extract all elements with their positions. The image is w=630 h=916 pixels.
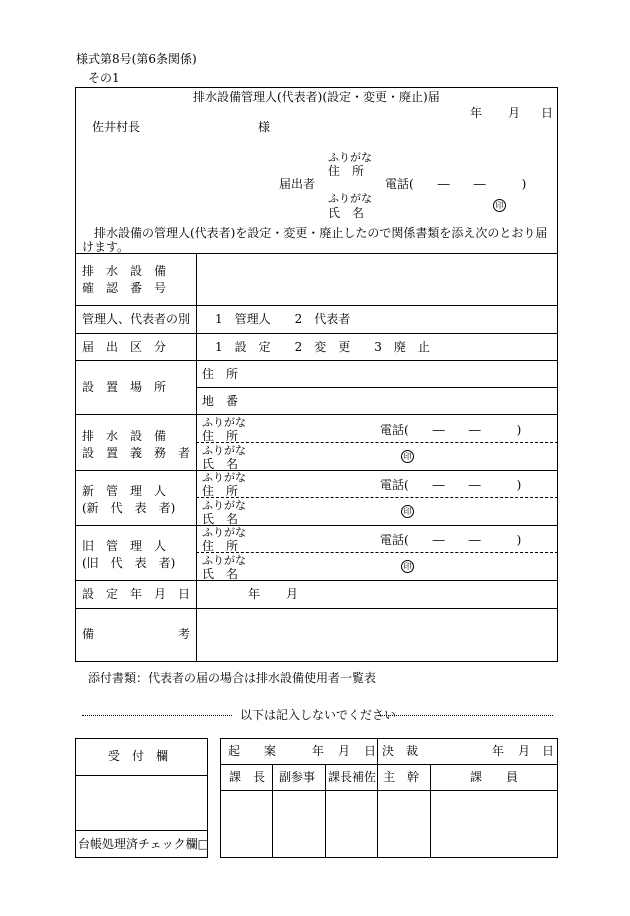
divider	[377, 738, 378, 858]
notifier-name-furigana: ふりがな	[328, 192, 372, 205]
divider	[75, 360, 558, 361]
divider	[75, 525, 558, 526]
notifier-phone: 電話( ― ― )	[385, 177, 527, 191]
notifier-name-label: 氏 名	[328, 206, 365, 220]
divider	[75, 830, 208, 831]
divider	[82, 715, 232, 716]
divider	[75, 333, 558, 334]
divider	[196, 387, 558, 388]
divider	[325, 764, 326, 858]
obligor-address-furigana: ふりがな	[202, 416, 246, 429]
notifier-address-furigana: ふりがな	[328, 151, 372, 164]
divider	[75, 580, 558, 581]
staff-label: 課 員	[470, 770, 519, 784]
old-name-furigana: ふりがな	[202, 554, 246, 567]
office-use-divider: 以下は記入しないでください	[240, 708, 397, 722]
obligor-name-furigana: ふりがな	[202, 444, 246, 457]
confirm-number-field[interactable]	[200, 258, 554, 302]
draft-year: 年	[312, 744, 325, 758]
decision-month: 月	[518, 744, 531, 758]
new-name-furigana: ふりがな	[202, 499, 246, 512]
notifier-label: 届出者	[279, 177, 316, 191]
date-year-label: 年	[470, 106, 483, 120]
form-number: 様式第8号(第6条関係)	[76, 52, 197, 66]
obligor-seal-icon: 印	[401, 450, 414, 463]
old-manager-label: 旧 管 理 人	[82, 539, 167, 553]
divider	[196, 497, 558, 498]
attachment-note: 添付書類：代表者の届の場合は排水設備使用者一覧表	[88, 671, 377, 685]
confirm-number-label: 確 認 番 号	[82, 281, 167, 295]
assistant-label: 課長補佐	[328, 770, 377, 784]
location-lot-label: 地 番	[202, 394, 239, 408]
obligor-label: 排 水 設 備	[82, 429, 167, 443]
new-manager-label: (新 代 表 者)	[82, 501, 176, 515]
old-address-furigana: ふりがな	[202, 526, 246, 539]
type-options[interactable]: 1 管理人 2 代表者	[215, 312, 351, 326]
confirm-number-label: 排 水 設 備	[82, 264, 167, 278]
new-manager-label: 新 管 理 人	[82, 484, 167, 498]
form-title: 排水設備管理人(代表者)(設定・変更・廃止)届	[193, 90, 440, 104]
division-label: 届 出 区 分	[82, 340, 167, 354]
divider	[196, 442, 558, 443]
divider	[75, 305, 558, 306]
old-seal-icon: 印	[401, 560, 414, 573]
ledger-check[interactable]: 台帳処理済チェック欄□	[78, 837, 209, 851]
divider	[196, 552, 558, 553]
form-sub-number: その1	[88, 71, 120, 85]
divider	[378, 715, 553, 716]
new-phone: 電話( ― ― )	[380, 478, 522, 492]
divider	[75, 608, 558, 609]
reception-label: 受 付 欄	[108, 749, 169, 763]
statement: 排水設備の管理人(代表者)を設定・変更・廃止したので関係書類を添え次のとおり届けます。	[82, 226, 548, 254]
old-name-label: 氏 名	[202, 567, 239, 581]
draft-month: 月	[338, 744, 351, 758]
draft-label: 起 案	[228, 744, 277, 758]
obligor-name-label: 氏 名	[202, 457, 239, 471]
divider	[220, 764, 558, 765]
setting-date-label: 設 定 年 月 日	[82, 587, 191, 601]
supervisor-label: 主 幹	[383, 770, 420, 784]
new-name-label: 氏 名	[202, 512, 239, 526]
chief-label: 課 長	[229, 770, 266, 784]
decision-day: 日	[542, 744, 555, 758]
draft-day: 日	[364, 744, 377, 758]
addressee: 佐井村長	[92, 120, 141, 134]
old-manager-label: (旧 代 表 者)	[82, 556, 176, 570]
notification-form	[75, 87, 558, 662]
notifier-seal-icon: 印	[493, 199, 506, 212]
setting-year-label: 年	[248, 587, 261, 601]
setting-month-label: 月	[286, 587, 299, 601]
location-label: 設 置 場 所	[82, 380, 167, 394]
location-address-label: 住 所	[202, 367, 239, 381]
type-label: 管理人、代表者の別	[82, 312, 191, 326]
division-options[interactable]: 1 設 定 2 変 更 3 廃 止	[215, 340, 430, 354]
divider	[430, 764, 431, 858]
divider	[220, 790, 558, 791]
deputy-label: 副参事	[279, 770, 316, 784]
obligor-address-label: 住 所	[202, 429, 239, 443]
obligor-phone: 電話( ― ― )	[380, 423, 522, 437]
divider	[75, 470, 558, 471]
honorific: 様	[258, 120, 271, 134]
divider	[75, 775, 208, 776]
divider	[196, 253, 197, 662]
new-address-label: 住 所	[202, 484, 239, 498]
obligor-label: 設 置 義 務 者	[82, 446, 191, 460]
date-day-label: 日	[541, 106, 554, 120]
remarks-label: 備 考	[82, 627, 190, 641]
divider	[75, 414, 558, 415]
divider	[75, 253, 558, 254]
date-month-label: 月	[508, 106, 521, 120]
new-address-furigana: ふりがな	[202, 471, 246, 484]
new-seal-icon: 印	[401, 505, 414, 518]
divider	[272, 764, 273, 858]
old-address-label: 住 所	[202, 539, 239, 553]
old-phone: 電話( ― ― )	[380, 533, 522, 547]
decision-year: 年	[492, 744, 505, 758]
decision-label: 決 裁	[382, 744, 419, 758]
notifier-address-label: 住 所	[328, 164, 365, 178]
